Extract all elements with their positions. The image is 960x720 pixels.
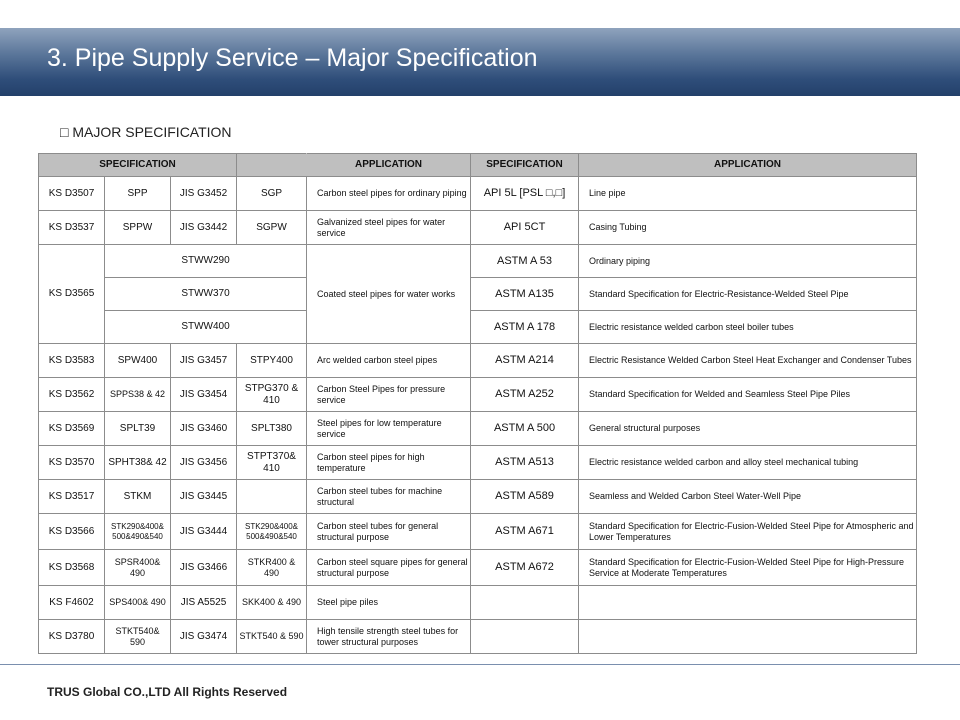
application: Carbon steel pipes for high temperature bbox=[307, 446, 471, 480]
header-spacer bbox=[237, 154, 307, 177]
ks-code: KS D3507 bbox=[39, 177, 105, 211]
application-2: Standard Specification for Electric-Resistance-Welded Steel Pipe bbox=[579, 278, 917, 311]
application: High tensile strength steel tubes for tower structural purposes bbox=[307, 620, 471, 654]
table-row bbox=[39, 344, 917, 378]
table-row bbox=[39, 586, 917, 620]
table-row bbox=[39, 245, 917, 278]
spec-code: ASTM A 53 bbox=[471, 245, 579, 278]
ks-code: KS F4602 bbox=[39, 586, 105, 620]
spec-code bbox=[471, 620, 579, 654]
jis-grade: SPLT380 bbox=[237, 412, 307, 446]
spec-code: ASTM A671 bbox=[471, 514, 579, 550]
application-2: Electric resistance welded carbon and alloy steel mechanical tubing bbox=[579, 446, 917, 480]
ks-grade: STKM bbox=[105, 480, 171, 514]
application: Galvanized steel pipes for water service bbox=[307, 211, 471, 245]
application-2: Standard Specification for Electric-Fusion-Welded Steel Pipe for Atmospheric and Lower Temperatures bbox=[579, 514, 917, 550]
jis-grade: STK290&400& 500&490&540 bbox=[237, 514, 307, 550]
spec-code: ASTM A135 bbox=[471, 278, 579, 311]
jis-grade: STKT540 & 590 bbox=[237, 620, 307, 654]
table-row bbox=[39, 211, 917, 245]
ks-grade: SPPS38 & 42 bbox=[105, 378, 171, 412]
application-2: Electric resistance welded carbon steel boiler tubes bbox=[579, 311, 917, 344]
application: Carbon steel tubes for general structural purpose bbox=[307, 514, 471, 550]
ks-code: KS D3565 bbox=[39, 245, 105, 344]
spec-code: API 5CT bbox=[471, 211, 579, 245]
jis-code: JIS G3444 bbox=[171, 514, 237, 550]
spec-code: ASTM A252 bbox=[471, 378, 579, 412]
spec-code bbox=[471, 586, 579, 620]
footer-copyright: TRUS Global CO.,LTD All Rights Reserved bbox=[47, 685, 288, 699]
table-row bbox=[39, 177, 917, 211]
grade: STWW370 bbox=[105, 278, 307, 311]
application-2 bbox=[579, 620, 917, 654]
application: Carbon steel square pipes for general structural purpose bbox=[307, 550, 471, 586]
table-row bbox=[39, 550, 917, 586]
table-row bbox=[39, 378, 917, 412]
application: Carbon Steel Pipes for pressure service bbox=[307, 378, 471, 412]
footer-divider bbox=[0, 664, 960, 665]
spec-code: ASTM A 178 bbox=[471, 311, 579, 344]
application-2: General structural purposes bbox=[579, 412, 917, 446]
ks-code: KS D3583 bbox=[39, 344, 105, 378]
jis-code: JIS G3454 bbox=[171, 378, 237, 412]
ks-code: KS D3562 bbox=[39, 378, 105, 412]
header-specification-2: SPECIFICATION bbox=[471, 154, 579, 177]
application-2: Ordinary piping bbox=[579, 245, 917, 278]
table-row bbox=[39, 480, 917, 514]
application: Carbon steel pipes for ordinary piping bbox=[307, 177, 471, 211]
specification-table bbox=[38, 153, 917, 654]
jis-grade: STPG370 & 410 bbox=[237, 378, 307, 412]
jis-code: JIS G3466 bbox=[171, 550, 237, 586]
jis-code: JIS G3474 bbox=[171, 620, 237, 654]
grade: STWW400 bbox=[105, 311, 307, 344]
spec-code: ASTM A589 bbox=[471, 480, 579, 514]
application-2: Electric Resistance Welded Carbon Steel Heat Exchanger and Condenser Tubes bbox=[579, 344, 917, 378]
ks-grade: SPW400 bbox=[105, 344, 171, 378]
spec-code: ASTM A672 bbox=[471, 550, 579, 586]
ks-grade: SPLT39 bbox=[105, 412, 171, 446]
header-application-2: APPLICATION bbox=[579, 154, 917, 177]
jis-code: JIS G3452 bbox=[171, 177, 237, 211]
application-2: Line pipe bbox=[579, 177, 917, 211]
ks-grade: STK290&400& 500&490&540 bbox=[105, 514, 171, 550]
header-application: APPLICATION bbox=[307, 154, 471, 177]
section-title: □ MAJOR SPECIFICATION bbox=[60, 124, 232, 140]
ks-grade: SPPW bbox=[105, 211, 171, 245]
ks-code: KS D3569 bbox=[39, 412, 105, 446]
table-row bbox=[39, 620, 917, 654]
application-2: Standard Specification for Welded and Seamless Steel Pipe Piles bbox=[579, 378, 917, 412]
ks-grade: STKT540& 590 bbox=[105, 620, 171, 654]
jis-code: JIS G3457 bbox=[171, 344, 237, 378]
grade: STWW290 bbox=[105, 245, 307, 278]
application-2 bbox=[579, 586, 917, 620]
jis-code: JIS G3445 bbox=[171, 480, 237, 514]
application-2: Casing Tubing bbox=[579, 211, 917, 245]
jis-grade: SGP bbox=[237, 177, 307, 211]
ks-code: KS D3780 bbox=[39, 620, 105, 654]
jis-code: JIS G3460 bbox=[171, 412, 237, 446]
table-header-row bbox=[39, 154, 917, 177]
application: Arc welded carbon steel pipes bbox=[307, 344, 471, 378]
ks-code: KS D3517 bbox=[39, 480, 105, 514]
ks-grade: SPSR400& 490 bbox=[105, 550, 171, 586]
jis-grade: STPT370& 410 bbox=[237, 446, 307, 480]
table-row bbox=[39, 446, 917, 480]
application-2: Standard Specification for Electric-Fusion-Welded Steel Pipe for High-Pressure Service at Moderate Temperatures bbox=[579, 550, 917, 586]
spec-code: ASTM A513 bbox=[471, 446, 579, 480]
jis-code: JIS G3456 bbox=[171, 446, 237, 480]
jis-grade: SGPW bbox=[237, 211, 307, 245]
jis-grade: STPY400 bbox=[237, 344, 307, 378]
jis-code: JIS G3442 bbox=[171, 211, 237, 245]
ks-code: KS D3570 bbox=[39, 446, 105, 480]
ks-code: KS D3568 bbox=[39, 550, 105, 586]
ks-code: KS D3537 bbox=[39, 211, 105, 245]
table-row bbox=[39, 311, 917, 344]
jis-grade: SKK400 & 490 bbox=[237, 586, 307, 620]
table-row bbox=[39, 278, 917, 311]
jis-grade: STKR400 & 490 bbox=[237, 550, 307, 586]
table-row bbox=[39, 412, 917, 446]
jis-grade bbox=[237, 480, 307, 514]
application: Steel pipes for low temperature service bbox=[307, 412, 471, 446]
ks-grade: SPS400& 490 bbox=[105, 586, 171, 620]
jis-code: JIS A5525 bbox=[171, 586, 237, 620]
spec-code: ASTM A214 bbox=[471, 344, 579, 378]
spec-code: ASTM A 500 bbox=[471, 412, 579, 446]
application: Steel pipe piles bbox=[307, 586, 471, 620]
ks-grade: SPP bbox=[105, 177, 171, 211]
application: Carbon steel tubes for machine structural bbox=[307, 480, 471, 514]
spec-code: API 5L [PSL □,□] bbox=[471, 177, 579, 211]
application: Coated steel pipes for water works bbox=[307, 245, 471, 344]
header-specification: SPECIFICATION bbox=[39, 154, 237, 177]
ks-grade: SPHT38& 42 bbox=[105, 446, 171, 480]
application-2: Seamless and Welded Carbon Steel Water-Well Pipe bbox=[579, 480, 917, 514]
table-row bbox=[39, 514, 917, 550]
page-title: 3. Pipe Supply Service – Major Specification bbox=[47, 44, 538, 72]
ks-code: KS D3566 bbox=[39, 514, 105, 550]
